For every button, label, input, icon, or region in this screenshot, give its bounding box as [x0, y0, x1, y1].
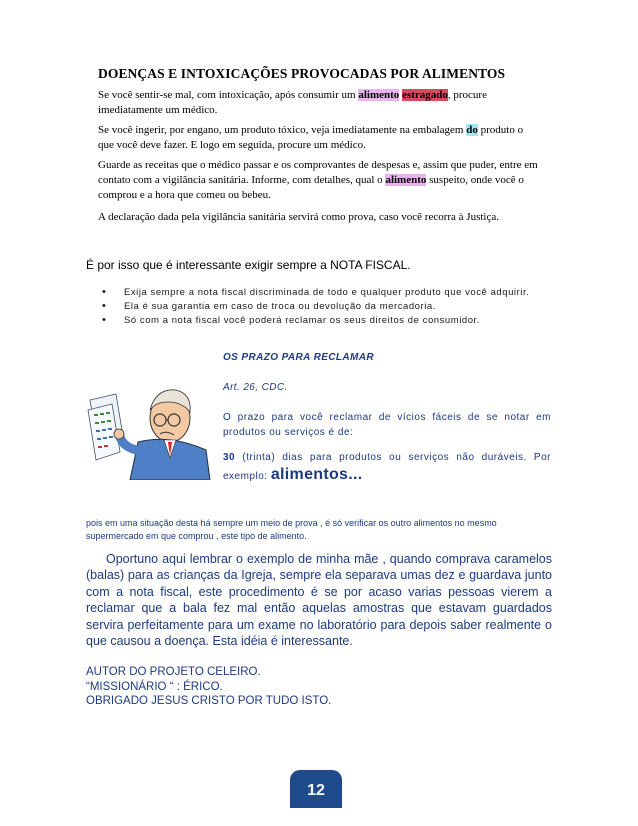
list-item: • Só com a nota fiscal você poderá reclamar os seus direitos de consumidor. [96, 314, 556, 328]
man-reading-receipt-illustration [86, 380, 214, 480]
signature-line: AUTOR DO PROJETO CELEIRO. [86, 666, 261, 678]
man-icon [114, 390, 210, 480]
article-reference: Art. 26, CDC. [223, 382, 288, 393]
nota-fiscal-line: É por isso que é interessante exigir sempre a NOTA FISCAL. [86, 258, 411, 272]
trinta-dias-paragraph: 30 (trinta) dias para produtos ou serviços não duráveis. Por exemplo: alimentos... [223, 452, 551, 483]
list-item: • Ela é sua garantia em caso de troca ou devolução da mercadoria. [96, 300, 556, 314]
prazo-paragraph: O prazo para você reclamar de vícios fáceis de se notar em produtos ou serviços é de: [223, 412, 551, 438]
section-title: DOENÇAS E INTOXICAÇÕES PROVOCADAS POR ALIMENTOS [98, 66, 506, 81]
bullet-list [96, 286, 556, 328]
list-item: • Exija sempre a nota fiscal discriminada de todo e qualquer produto que você adquirir. [96, 286, 556, 300]
signature-line: OBRIGADO JESUS CRISTO POR TUDO ISTO. [86, 695, 332, 707]
signature-line: “MISSIONÁRIO “ : ÉRICO. [86, 680, 223, 693]
scan-paragraph-1: Se você sentir-se mal, com intoxicação, após consumir um alimento estragado, procure imediatamente um médico. [98, 89, 487, 117]
highlight-estragado: estragado [402, 89, 448, 101]
receipt-icon [88, 394, 124, 460]
alimentos-emphasis: alimentos... [270, 466, 363, 483]
prazo-heading: OS PRAZO PARA RECLAMAR [223, 352, 375, 363]
pois-paragraph: pois em uma situação desta há sempre um meio de prova , é só verificar os outro alimentos no mesmo supermercado em que comprou , este tipo de alimento. [86, 518, 497, 541]
signature-block [86, 665, 331, 709]
scanned-excerpt [88, 58, 548, 229]
scan-paragraph-4: A declaração dada pela vigilância sanitária servirá como prova, caso você recorra à Justiça. [98, 210, 499, 223]
highlight-alimento-2: alimento [385, 174, 427, 187]
days-number: 30 [223, 452, 236, 463]
highlight-do: do [466, 123, 478, 136]
oportuno-paragraph: Oportuno aqui lembrar o exemplo de minha mãe , quando comprava caramelos (balas) para as crianças da Igreja, sempre ela separava umas dez e guardava junto com a nota fiscal, este procedimento é se por acaso varias pessoas vierem a reclamar que a bala fez mal então aquelas amostras que estavam guardados servira perfeitamente para um exame no laboratório para depois saber realmente o que causou a doença. Esta idéia é interessante. [86, 552, 552, 649]
highlight-alimento: alimento [358, 89, 400, 101]
page-number: 12 [290, 770, 342, 808]
scan-paragraph-3: Guarde as receitas que o médico passar e os comprovantes de despesas e, assim que puder, entre em contato com a vigilância sanitária. Informe, com detalhes, qual o alimento suspeito, onde você o comprou e a hora que comeu ou bebeu. [98, 158, 538, 202]
scan-paragraph-2: Se você ingerir, por engano, um produto tóxico, veja imediatamente na embalagem do produto o que você deve fazer. E logo em seguida, procure um médico. [98, 123, 524, 152]
